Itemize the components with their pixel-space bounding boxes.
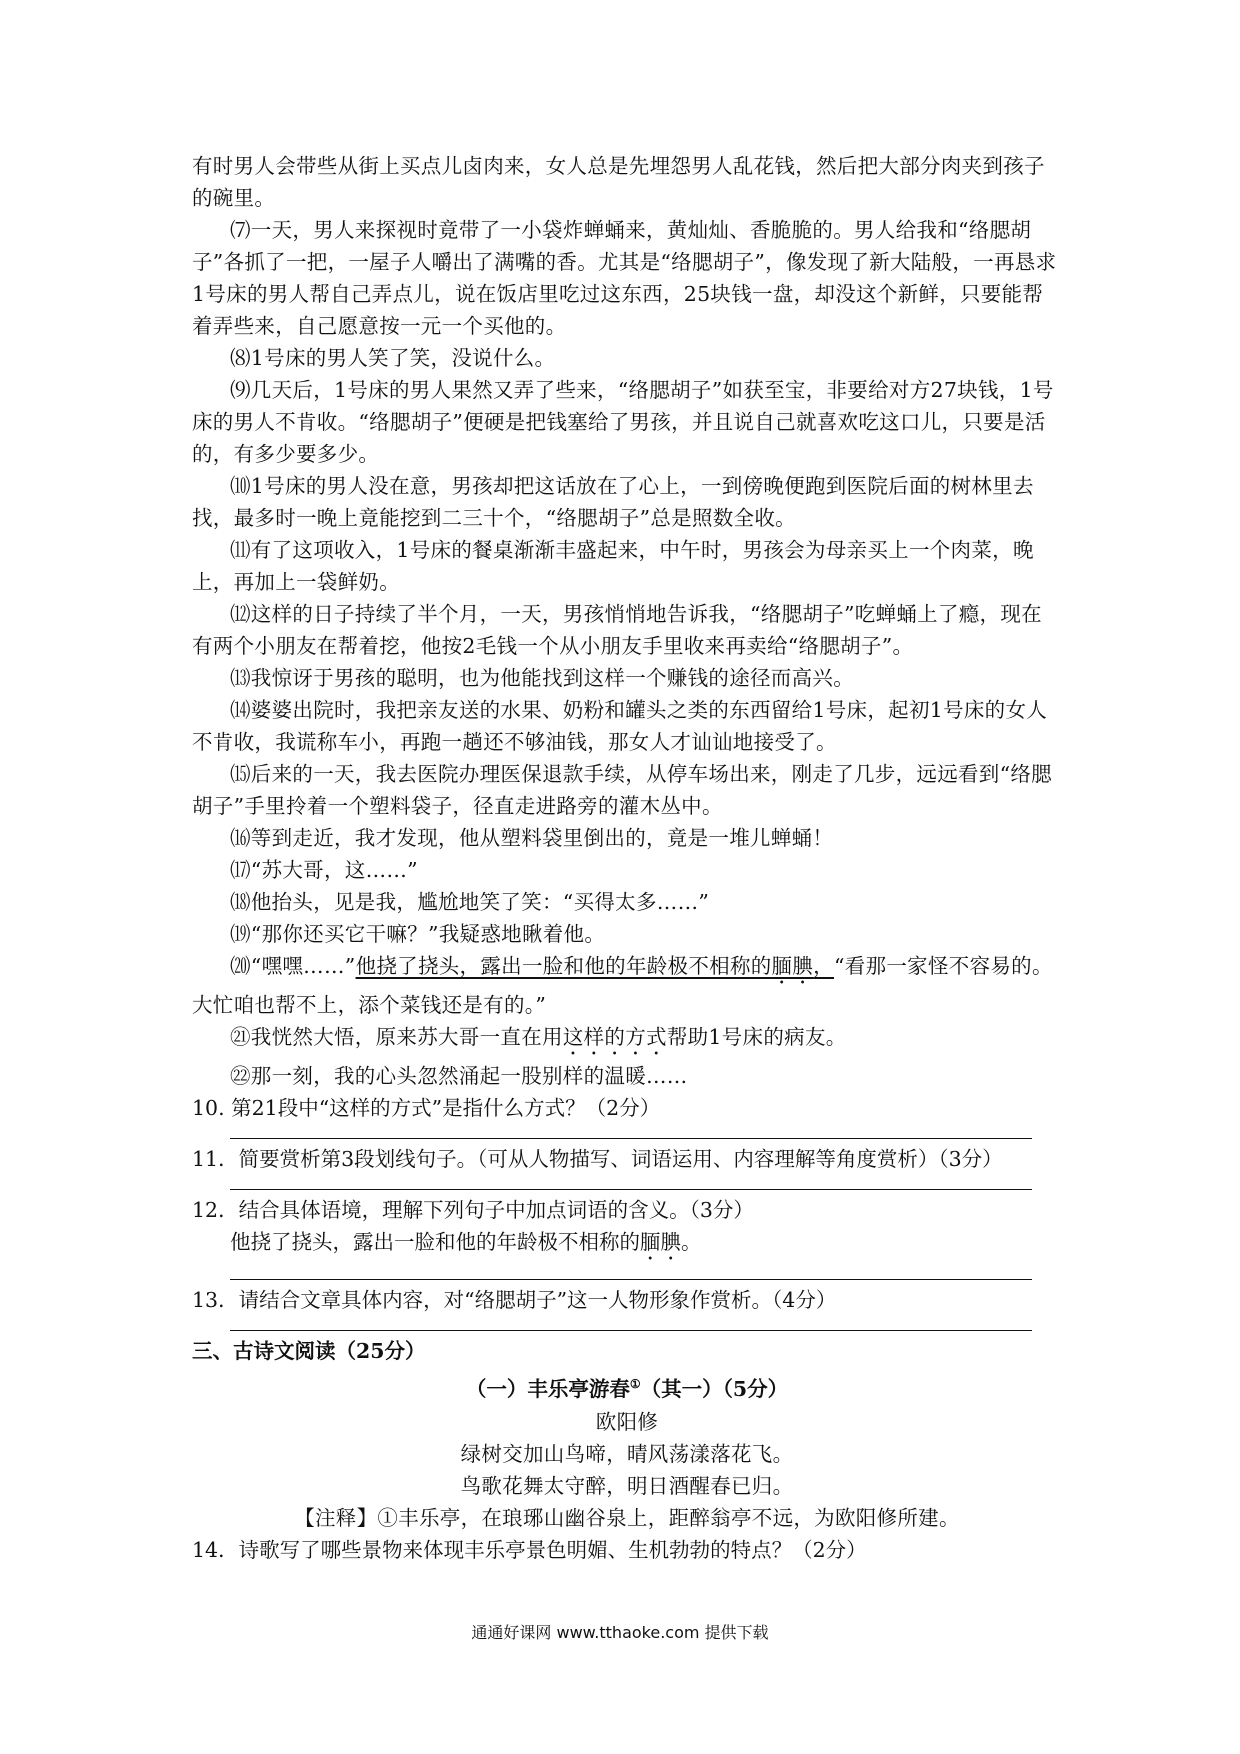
poem-note-mark: ① [629,1377,641,1391]
paragraph-21 [192,1021,1062,1060]
p20-underlined-text: 他挠了挠头，露出一脸和他的年龄极不相称的 [355,954,772,978]
q12-dotted-word: 腼腆 [640,1230,681,1254]
q12-period: 。 [681,1230,702,1254]
answer-line-10[interactable] [230,1138,1032,1139]
paragraph-9: ⑼几天后，1号床的男人果然又弄了些来，“络腮胡子”如获至宝，非要给对方27块钱，1号床的男人不肯收。“络腮胡子”便硬是把钱塞给了男孩，并且说自己就喜欢吃这口儿，只要是活的，有多少要多少。 [192,378,1054,466]
page-footer: 通通好课网 www.tthaoke.com 提供下载 [471,1623,769,1642]
question-14: 14．诗歌写了哪些景物来体现丰乐亭景色明媚、生机勃勃的特点？（2分） [192,1537,867,1562]
paragraph-8: ⑻1号床的男人笑了笑，没说什么。 [230,346,556,370]
poem-note: 【注释】①丰乐亭，在琅琊山幽谷泉上，距醉翁亭不远，为欧阳修所建。 [294,1505,960,1530]
reading-passage [192,150,1062,1566]
paragraph-7: ⑺一天，男人来探视时竟带了一小袋炸蝉蛹来，黄灿灿、香脆脆的。男人给我和“络腮胡子”各抓了一把，一屋子人嚼出了满嘴的香。尤其是“络腮胡子”，像发现了新大陆般，一再恳求1号床的男人帮自己弄点儿，说在饭店里吃过这东西，25块钱一盘，却没这个新鲜，只要能帮着弄些来，自己愿意按一元一个买他的。 [192,218,1057,338]
paragraph-18: ⒅他抬头，见是我，尴尬地笑了笑：“买得太多……” [230,890,710,914]
paragraph-17: ⒄“苏大哥，这……” [230,858,418,882]
answer-line-11[interactable] [230,1189,1032,1190]
paragraph-19: ⒆“那你还买它干嘛？”我疑惑地瞅着他。 [230,922,606,946]
paragraph-13: ⒀我惊讶于男孩的聪明，也为他能找到这样一个赚钱的途径而高兴。 [230,666,854,690]
p21-dotted-phrase: 这样的方式 [562,1025,667,1049]
p21-text: ㉑我恍然大悟，原来苏大哥一直在用 [230,1025,563,1049]
paragraph-6-tail: 有时男人会带些从街上买点儿卤肉来，女人总是先埋怨男人乱花钱，然后把大部分肉夹到孩子的碗里。 [192,154,1045,210]
p20-rest: “看那一家怪不容易的。大忙咱也帮不上，添个菜钱还是有的。” [192,954,1053,1017]
p20-comma: ， [813,954,834,978]
poem-title [192,1367,1062,1406]
paragraph-16: ⒃等到走近，我才发现，他从塑料袋里倒出的，竟是一堆儿蝉蛹！ [230,826,834,850]
paragraph-10: ⑽1号床的男人没在意，男孩却把这话放在了心上，一到傍晚便跑到医院后面的树林里去找，最多时一晚上竟能挖到二三十个，“络腮胡子”总是照数全收。 [192,474,1034,530]
answer-line-12[interactable] [230,1279,1032,1280]
poem-title-tail: （其一）（5分） [640,1376,789,1401]
p20-dotted-word: 腼腆 [771,954,814,978]
answer-line-13[interactable] [230,1330,1032,1331]
p20-underlined-sentence [356,954,834,978]
paragraph-22: ㉒那一刻，我的心头忽然涌起一股别样的温暖…… [230,1064,688,1088]
paragraph-12: ⑿这样的日子持续了半个月，一天，男孩悄悄地告诉我，“络腮胡子”吃蝉蛹上了瘾，现在有两个小朋友在帮着挖，他按2毛钱一个从小朋友手里收来再卖给“络腮胡子”。 [192,602,1042,658]
question-12: 12．结合具体语境，理解下列句子中加点词语的含义。（3分） [192,1198,754,1222]
q12-sentence-text: 他挠了挠头，露出一脸和他的年龄极不相称的 [230,1230,640,1254]
p20-quote: ⒇“嘿嘿……” [230,954,356,978]
paragraph-11: ⑾有了这项收入，1号床的餐桌渐渐丰盛起来，中午时，男孩会为母亲买上一个肉菜，晚上，再加上一袋鲜奶。 [192,538,1034,594]
paragraph-20 [192,950,1062,1021]
paragraph-15: ⒂后来的一天，我去医院办理医保退款手续，从停车场出来，刚走了几步，远远看到“络腮胡子”手里拎着一个塑料袋子，径直走进路旁的灌木丛中。 [192,762,1052,818]
question-10: 10. 第21段中“这样的方式”是指什么方式？（2分） [192,1096,661,1120]
question-11: 11．简要赏析第3段划线句子。（可从人物描写、词语运用、内容理解等角度赏析）（3分） [192,1147,1003,1171]
p21-text-end: 帮助1号床的病友。 [666,1025,847,1049]
section-3-heading: 三、古诗文阅读（25分） [192,1339,426,1363]
poem-line-2: 鸟歌花舞太守醉，明日酒醒春已归。 [460,1473,794,1498]
poem-title-text: （一）丰乐亭游春 [465,1376,630,1401]
poem-line-1: 绿树交加山鸟啼，晴风荡漾落花飞。 [460,1441,794,1466]
paragraph-14: ⒁婆婆出院时，我把亲友送的水果、奶粉和罐头之类的东西留给1号床，起初1号床的女人不肯收，我谎称车小，再跑一趟还不够油钱，那女人才讪讪地接受了。 [192,698,1048,754]
question-12-sentence [192,1226,1062,1265]
poem-author: 欧阳修 [595,1409,659,1434]
question-13: 13．请结合文章具体内容，对“络腮胡子”这一人物形象作赏析。（4分） [192,1288,837,1312]
